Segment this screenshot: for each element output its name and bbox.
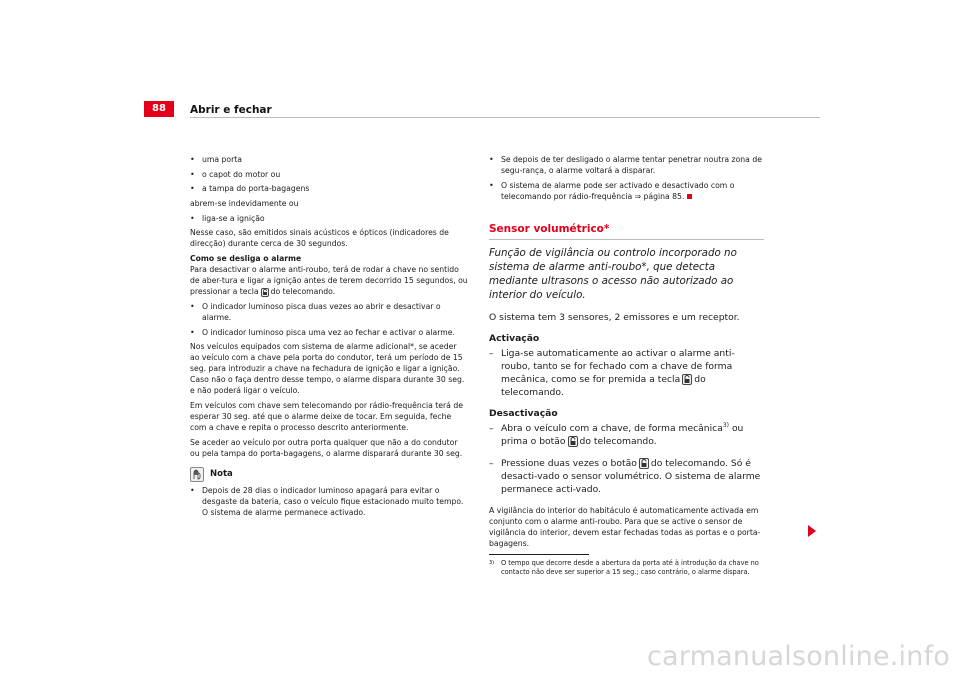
section-title: Sensor volumétrico* [489,224,764,240]
left-column [190,154,468,522]
footnote-ref: 3) [722,421,730,429]
bullet-icon: • [190,184,195,193]
next-page-arrow-icon[interactable] [808,525,816,537]
body-text: Nesse caso, são emitidos sinais acústicos e ópticos (indicadores de direcção) durante cerca de 30 segundos. [190,228,449,248]
bullet-icon: • [190,169,195,179]
bullet-icon: • [190,327,195,337]
list-item: • o capot do motor ou [190,169,281,179]
unlock-key-icon [639,458,649,469]
unlock-key-icon [682,374,692,385]
list-item: • Depois de 28 dias o indicador luminoso apagará para evitar o desgaste da bateria, caso o veículo fique estacionado muito tempo. O sistema de alarme permanece activado. [190,486,464,517]
list-item: • a tampa do porta-bagagens [190,184,310,193]
subheading: Como se desliga o alarme [190,254,302,263]
body-text: A vigilância do interior do habitáculo é automaticamente activada em conjunto com o alarme anti-roubo. Para que se active o sensor de vigilância do interior, devem estar fechadas todas as portas e o porta-bagagens. [489,505,761,548]
bullet-icon: • [190,302,195,311]
footnote: 3) O tempo que decorre desde a abertura da porta até à introdução da chave no contacto não deve ser superior a 15 seg.; caso contrário, o alarme dispara. [489,558,759,576]
body-text: Em veículos com chave sem telecomando por rádio-frequência terá de esperar 30 seg. até que o alarme deixe de tocar. Em seguida, feche com a chave e repita o processo descrito anteriormente. [190,401,463,432]
list-item: • liga-se a ignição [190,213,265,223]
body-text: Para desactivar o alarme anti-roubo, terá de rodar a chave no sentido de aber-tura e ligar a ignição antes de terem decorrido 15 segundos, ou pressionar a tecla do telecomando. [190,265,468,296]
footnote-divider [489,554,589,555]
list-item: • Se depois de ter desligado o alarme tentar penetrar noutra zona de segu-rança, o alarme voltará a disparar. [489,155,762,175]
list-item: • O indicador luminoso pisca duas vezes ao abrir e desactivar o alarme. [190,302,441,322]
note-label: Nota [210,469,233,479]
body-text: abrem-se indevidamente ou [190,198,299,208]
section-intro: Função de vigilância ou controlo incorporado no sistema de alarme anti-roubo*, que detecta mediante ultrasons o acesso não autorizado ao interior do veículo. [489,246,737,301]
right-column [489,154,764,577]
body-text: Nos veículos equipados com sistema de alarme adicional*, se aceder ao veículo com a chave pela porta do condutor, terá um período de 15 seg. para introduzir a chave na fechadura de ignição e ligar a ignição. Caso não o faça dentro desse tempo, o alarme dispara durante 30 seg. e não poderá ligar o veículo. [190,342,465,395]
list-item: – Liga-se automaticamente ao activar o alarme anti-roubo, tanto se for fechado com a chave de forma mecânica, como se for premida a tecla do telecomando. [489,347,735,398]
list-item: • O indicador luminoso pisca uma vez ao fechar e activar o alarme. [190,327,455,337]
bullet-icon: • [190,486,195,495]
footnote-mark: 3) [489,559,495,566]
bullet-icon: • [190,155,195,164]
bullet-icon: • [489,180,494,190]
body-text: O sistema tem 3 sensores, 2 emissores e um receptor. [489,311,740,323]
list-item: – Pressione duas vezes o botão do telecomando. Só é desacti-vado o sensor volumétrico. O sistema de alarme permanece acti-vado. [489,457,761,495]
page-title: Abrir e fechar [190,104,272,116]
body-text: Se aceder ao veículo por outra porta qualquer que não a do condutor ou pela tampa do porta-bagagens, o alarme disparará durante 30 seg. [190,438,463,458]
dash-icon: – [489,347,494,359]
dash-icon: – [489,422,494,434]
note-header [190,467,468,482]
bullet-icon: • [190,213,195,223]
header-divider [190,117,820,118]
list-item: • O sistema de alarme pode ser activado e desactivado com o telecomando por rádio-frequência ⇒ página 85. [489,180,735,201]
page-number: 88 [144,101,174,117]
list-item: • uma porta [190,155,242,164]
watermark: carmanualsonline.info [647,641,950,672]
unlock-key-icon [261,288,269,297]
list-item: – Abra o veículo com a chave, de forma mecânica$^{3)}$ ou prima o botão do telecomando. [489,421,744,447]
subheading: Desactivação [489,407,558,419]
subheading: Activação [489,332,540,344]
end-of-section-icon [687,194,692,199]
bullet-icon: • [489,155,494,164]
unlock-key-icon [568,436,578,447]
dash-icon: – [489,457,494,469]
page-reference-link[interactable]: ⇒ página 85. [634,191,685,201]
note-icon [190,467,204,482]
